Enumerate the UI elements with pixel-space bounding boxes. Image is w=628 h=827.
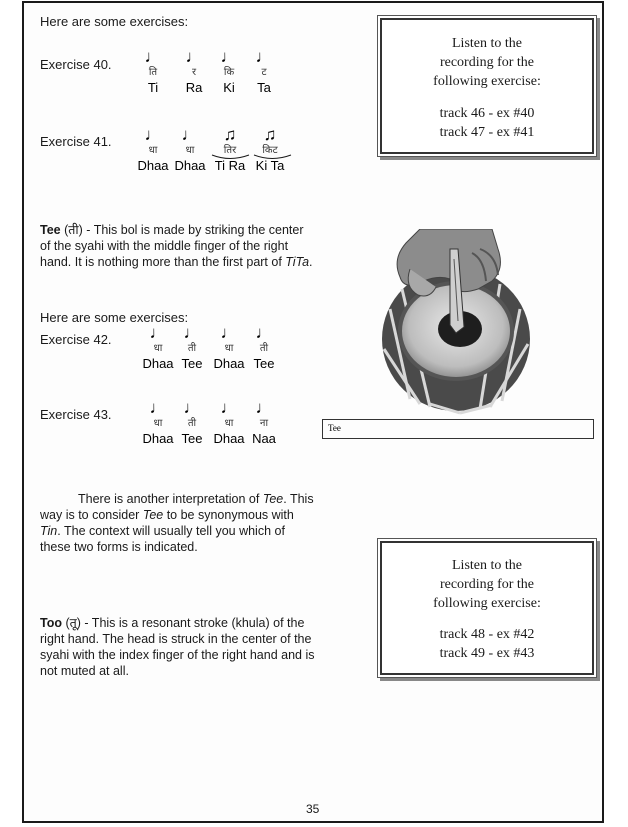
quarter-note-icon: ♩	[144, 47, 162, 66]
bol-label: Dhaa	[213, 356, 245, 371]
devanagari-bol: ती	[187, 418, 197, 429]
too-description: - This is a resonant stroke (khula) of the right hand. The head is struck in the center of the syahi with the index finger of the right hand and is not muted at all.	[40, 616, 315, 678]
devanagari-bol: धा	[224, 343, 234, 354]
track-reference: track 46 - ex #40	[439, 106, 535, 121]
devanagari-bol: धा	[224, 418, 234, 429]
bol-label: Dhaa	[142, 431, 174, 446]
exercise-41-col-2	[169, 127, 211, 173]
quarter-note-icon: ♩	[144, 125, 162, 144]
bol-label: Ta	[257, 80, 271, 95]
devanagari-bol: धा	[153, 343, 163, 354]
exercise-41-label: Exercise 41.	[40, 134, 112, 149]
tee-devanagari: (ती)	[64, 223, 83, 237]
devanagari-bol: किट	[262, 145, 278, 156]
tabla-photo	[380, 229, 532, 415]
quarter-note-icon: ♩	[255, 47, 273, 66]
devanagari-bol: तिर	[223, 145, 237, 156]
too-paragraph	[40, 615, 316, 679]
bol-label: Tee	[181, 431, 203, 446]
box-line: following exercise:	[433, 596, 541, 611]
quarter-note-icon: ♩	[185, 47, 203, 66]
box-line: recording for the	[439, 55, 535, 70]
exercise-41-col-3	[208, 127, 252, 173]
book-page	[22, 1, 604, 823]
intro-text-2: Here are some exercises:	[40, 310, 189, 325]
devanagari-bol: धा	[148, 145, 158, 156]
tee-paragraph	[40, 222, 316, 270]
quarter-note-icon: ♩	[181, 125, 199, 144]
quarter-note-icon: ♩	[149, 323, 167, 342]
bol-label: Ti	[147, 80, 159, 95]
page-number: 35	[306, 802, 320, 816]
devanagari-bol: ति	[148, 67, 158, 78]
track-reference: track 47 - ex #41	[439, 125, 535, 140]
bol-label: Ki Ta	[255, 158, 285, 173]
interp-tee-1: Tee	[262, 492, 284, 506]
devanagari-bol: र	[191, 67, 197, 78]
quarter-note-icon: ♩	[149, 398, 167, 417]
exercise-43-col-4	[243, 400, 285, 446]
eighth-notes-icon: ♫	[263, 125, 277, 144]
bol-label: Tee	[181, 356, 203, 371]
interp-tin: Tin	[40, 524, 58, 538]
bol-label: Dhaa	[142, 356, 174, 371]
exercise-40-col-4	[243, 49, 285, 95]
devanagari-bol: ना	[259, 418, 269, 429]
period: .	[309, 255, 313, 269]
bol-label: Ti Ra	[214, 158, 246, 173]
devanagari-bol: ट	[261, 67, 267, 78]
bol-label: Dhaa	[174, 158, 206, 173]
devanagari-bol: धा	[153, 418, 163, 429]
slur-marks	[210, 153, 294, 163]
box-line: Listen to the	[452, 558, 522, 573]
quarter-note-icon: ♩	[183, 323, 201, 342]
devanagari-bol: कि	[223, 67, 235, 78]
interp-tee-2: Tee	[142, 508, 164, 522]
track-reference: track 48 - ex #42	[439, 627, 535, 642]
photo-caption: Tee	[322, 419, 594, 439]
interpretation-paragraph	[40, 491, 316, 555]
quarter-note-icon: ♩	[183, 398, 201, 417]
interp-text-1: There is another interpretation of	[78, 492, 263, 506]
devanagari-bol: ती	[259, 343, 269, 354]
intro-text-1: Here are some exercises:	[40, 14, 189, 29]
exercise-43-col-2	[171, 400, 213, 446]
track-reference: track 49 - ex #43	[439, 646, 535, 661]
tita-term: TiTa	[285, 255, 310, 269]
devanagari-bol: ती	[187, 343, 197, 354]
interp-text-2: . This way is to consider	[40, 492, 314, 522]
bol-label: Naa	[252, 431, 276, 446]
quarter-note-icon: ♩	[255, 398, 273, 417]
bol-label: Dhaa	[213, 431, 245, 446]
tee-term: Tee	[40, 223, 61, 237]
bol-label: Ki	[223, 80, 235, 95]
exercise-43-label: Exercise 43.	[40, 407, 112, 422]
listen-box-2	[380, 541, 594, 675]
eighth-notes-icon: ♫	[223, 125, 237, 144]
box-line: recording for the	[439, 577, 535, 592]
too-devanagari: (तू)	[65, 616, 81, 630]
exercise-41-col-1	[132, 127, 174, 173]
quarter-note-icon: ♩	[255, 323, 273, 342]
bol-label: Dhaa	[137, 158, 169, 173]
tee-description: - This bol is made by striking the center of the syahi with the middle finger of the right hand. It is nothing more than the first part of	[40, 223, 304, 269]
interp-text-3: to be synonymous with	[163, 508, 294, 522]
bol-label: Ra	[185, 80, 203, 95]
exercise-42-col-2	[171, 325, 213, 371]
box-line: Listen to the	[452, 36, 522, 51]
exercise-41-col-4	[248, 127, 292, 173]
too-term: Too	[40, 616, 62, 630]
exercise-42-col-4	[243, 325, 285, 371]
exercise-40-col-1	[132, 49, 174, 95]
bol-label: Tee	[253, 356, 275, 371]
interp-text-4: . The context will usually tell you which of these two forms is indicated.	[40, 524, 285, 554]
listen-box-1	[380, 18, 594, 154]
exercise-40-label: Exercise 40.	[40, 57, 112, 72]
exercise-42-label: Exercise 42.	[40, 332, 112, 347]
devanagari-bol: धा	[185, 145, 195, 156]
quarter-note-icon: ♩	[220, 323, 238, 342]
quarter-note-icon: ♩	[220, 398, 238, 417]
box-line: following exercise:	[433, 74, 541, 89]
quarter-note-icon: ♩	[220, 47, 238, 66]
